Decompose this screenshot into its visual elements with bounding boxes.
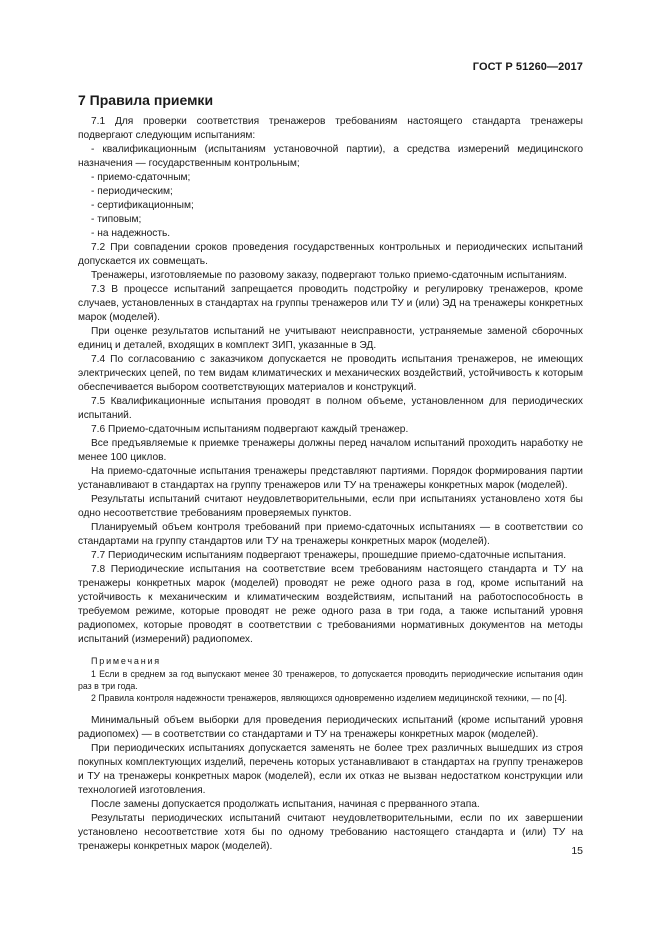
notes-block bbox=[78, 655, 583, 704]
paragraph: 7.6 Приемо-сдаточным испытаниям подвергают каждый тренажер. bbox=[91, 424, 409, 435]
list-item: - периодическим; bbox=[91, 186, 173, 197]
paragraph: При периодических испытаниях допускается заменять не более трех различных вышедших из строя покупных комплектующих изделий, перечень которых устанавливают в стандартах на группу тренажеров и ТУ на тренажеры конкретных марок (моделей), если их отказ не вызван недостатком конструкции или технологией изготовления. bbox=[78, 743, 583, 796]
paragraph: 7.1 Для проверки соответствия тренажеров требованиям настоящего стандарта тренажеры подвергают следующим испытаниям: bbox=[78, 116, 583, 141]
paragraph: 7.2 При совпадении сроков проведения государственных контрольных и периодических испытаний допускается их совмещать. bbox=[78, 242, 583, 267]
note-item: 1 Если в среднем за год выпускают менее 30 тренажеров, то допускается проводить периодические испытания один раз в три года. bbox=[78, 669, 583, 691]
paragraph: 7.8 Периодические испытания на соответствие всем требованиям настоящего стандарта и ТУ на тренажеры конкретных марок (моделей) проводят не реже одного раза в год, кроме испытаний на устойчивость к механическим и климатическим воздействиям, испытаний на работоспособность в требуемом режиме, которые проводят не реже одного раза в три года, а также испытаний уровня радиопомех, которые проводят в соответствии с требованиями нормативных документов на методы испытаний (измерений) радиопомех. bbox=[78, 564, 583, 645]
document-body bbox=[78, 115, 583, 854]
paragraph: Минимальный объем выборки для проведения периодических испытаний (кроме испытаний уровня радиопомех) — в соответствии со стандартами и ТУ на тренажеры конкретных марок (моделей). bbox=[78, 715, 583, 740]
paragraph: После замены допускается продолжать испытания, начиная с прерванного этапа. bbox=[91, 799, 480, 810]
paragraph: Результаты испытаний считают неудовлетворительными, если при испытаниях установлено хотя бы одно несоответствие требованиям проверяемых пунктов. bbox=[78, 494, 583, 519]
paragraph: При оценке результатов испытаний не учитывают неисправности, устраняемые заменой сборочных единиц и деталей, входящих в комплект ЗИП, указанные в ЭД. bbox=[78, 326, 583, 351]
notes-heading: Примечания bbox=[91, 656, 161, 666]
list-item: - квалификационным (испытаниям установочной партии), а средства измерений медицинского назначения — государственным контрольным; bbox=[78, 144, 583, 169]
paragraph: 7.7 Периодическим испытаниям подвергают тренажеры, прошедшие приемо-сдаточные испытания. bbox=[91, 550, 567, 561]
paragraph: 7.3 В процессе испытаний запрещается проводить подстройку и регулировку тренажеров, кроме случаев, установленных в стандартах на группы тренажеров или ТУ и (или) ЭД на тренажеры конкретных марок (моделей). bbox=[78, 284, 583, 323]
paragraph: 7.4 По согласованию с заказчиком допускается не проводить испытания тренажеров, не имеющих электрических цепей, по тем видам климатических и механических воздействий, устойчивость к которым обеспечивается выбором соответствующих материалов и конструкций. bbox=[78, 354, 583, 393]
standard-code-header: ГОСТ Р 51260—2017 bbox=[472, 61, 583, 73]
list-item: - приемо-сдаточным; bbox=[91, 172, 191, 183]
note-item: 2 Правила контроля надежности тренажеров, являющихся одновременно изделием медицинской техники, — по [4]. bbox=[91, 693, 567, 703]
paragraph: 7.5 Квалификационные испытания проводят в полном объеме, установленном для периодических испытаний. bbox=[78, 396, 583, 421]
section-title: 7 Правила приемки bbox=[78, 92, 214, 108]
page-number: 15 bbox=[571, 845, 583, 857]
paragraph: На приемо-сдаточные испытания тренажеры представляют партиями. Порядок формирования партии устанавливают в стандартах на группу тренажеров или ТУ на тренажеры конкретных марок (моделей). bbox=[78, 466, 583, 491]
list-item: - типовым; bbox=[91, 214, 142, 225]
paragraph: Результаты периодических испытаний считают неудовлетворительными, если по их завершении установлено несоответствие хотя бы по одному требованию настоящего стандарта и (или) ТУ на тренажеры конкретных марок (моделей). bbox=[78, 813, 583, 852]
paragraph: Тренажеры, изготовляемые по разовому заказу, подвергают только приемо-сдаточным испытаниям. bbox=[91, 270, 567, 281]
paragraph: Все предъявляемые к приемке тренажеры должны перед началом испытаний проходить наработку не менее 100 циклов. bbox=[78, 438, 583, 463]
list-item: - на надежность. bbox=[91, 228, 171, 239]
list-item: - сертификационным; bbox=[91, 200, 194, 211]
paragraph: Планируемый объем контроля требований при приемо-сдаточных испытаниях — в соответствии со стандартами на группу стандартов или ТУ на тренажеры конкретных марок (моделей). bbox=[78, 522, 583, 547]
